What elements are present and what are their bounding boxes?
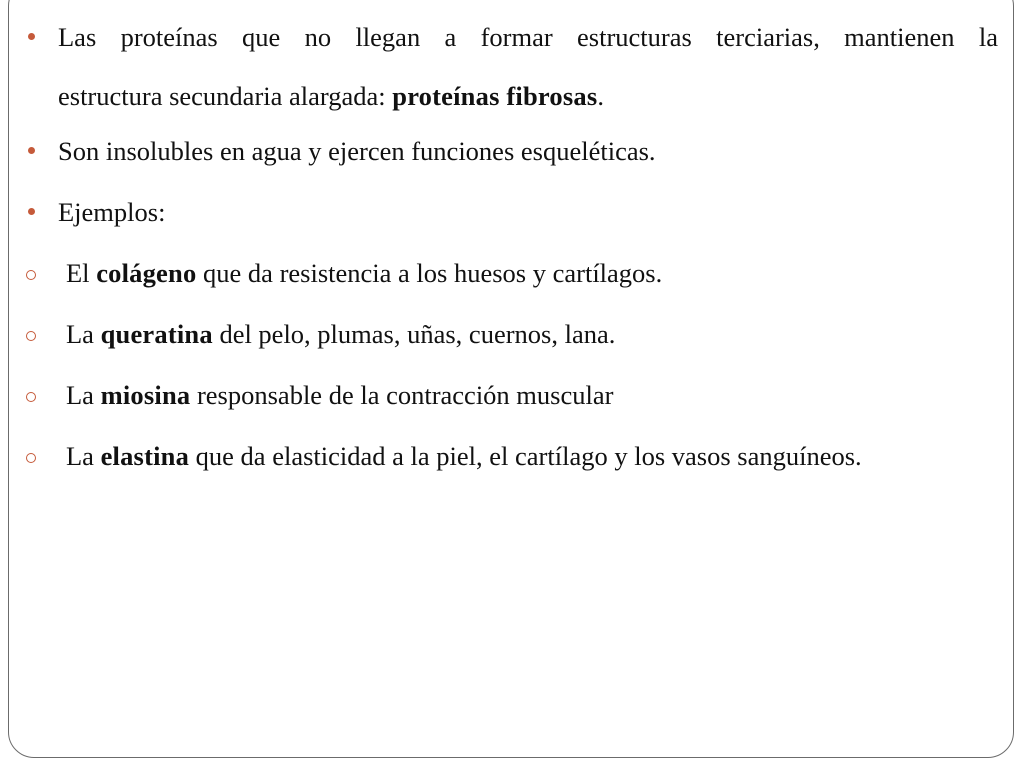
text-run: La: [66, 319, 101, 349]
sub-item-text: [66, 319, 998, 349]
circle-bullet-marker: [25, 380, 43, 410]
sub-item-line: [66, 380, 998, 410]
circle-bullet-marker: [25, 441, 43, 471]
bullet-marker: [27, 136, 37, 166]
bullet-marker: [27, 197, 37, 227]
sub-item-text: [66, 441, 998, 471]
bullet-text-line: Ejemplos:: [58, 197, 166, 227]
sub-item-text: [66, 258, 998, 288]
bullet-marker: [27, 22, 37, 52]
text-run: responsable de la contracción muscular: [190, 380, 614, 410]
bullet-text-line: Son insolubles en agua y ejercen funciones esqueléticas.: [58, 136, 656, 166]
sub-item-line: [66, 258, 998, 288]
sub-item-line: [66, 441, 998, 471]
text-run: .: [597, 81, 604, 111]
bullet-text: [58, 136, 998, 166]
slide-frame: [8, 0, 1014, 758]
circle-bullet-marker: [25, 319, 43, 349]
bold-term: elastina: [100, 441, 190, 471]
bullet-text: [58, 197, 998, 227]
bullet-text-line-2: [58, 81, 998, 111]
bold-term: miosina: [100, 380, 191, 410]
sub-item-text: [66, 380, 998, 410]
text-run: La: [66, 441, 101, 471]
bold-term: proteínas fibrosas: [392, 81, 598, 111]
text-run: que da elasticidad a la piel, el cartílago y los vasos sanguíneos.: [189, 441, 862, 471]
text-run: La: [66, 380, 101, 410]
text-run: estructura secundaria alargada:: [58, 81, 393, 111]
bold-term: colágeno: [96, 258, 197, 288]
bold-term: queratina: [100, 319, 213, 349]
bullet-text: [58, 22, 998, 111]
text-run: que da resistencia a los huesos y cartílagos.: [196, 258, 663, 288]
circle-bullet-marker: [25, 258, 43, 288]
text-run: El: [66, 258, 97, 288]
bullet-text-line-1: Las proteínas que no llegan a formar estructuras terciarias, mantienen la: [58, 22, 998, 52]
sub-item-line: [66, 319, 998, 349]
text-run: del pelo, plumas, uñas, cuernos, lana.: [212, 319, 616, 349]
